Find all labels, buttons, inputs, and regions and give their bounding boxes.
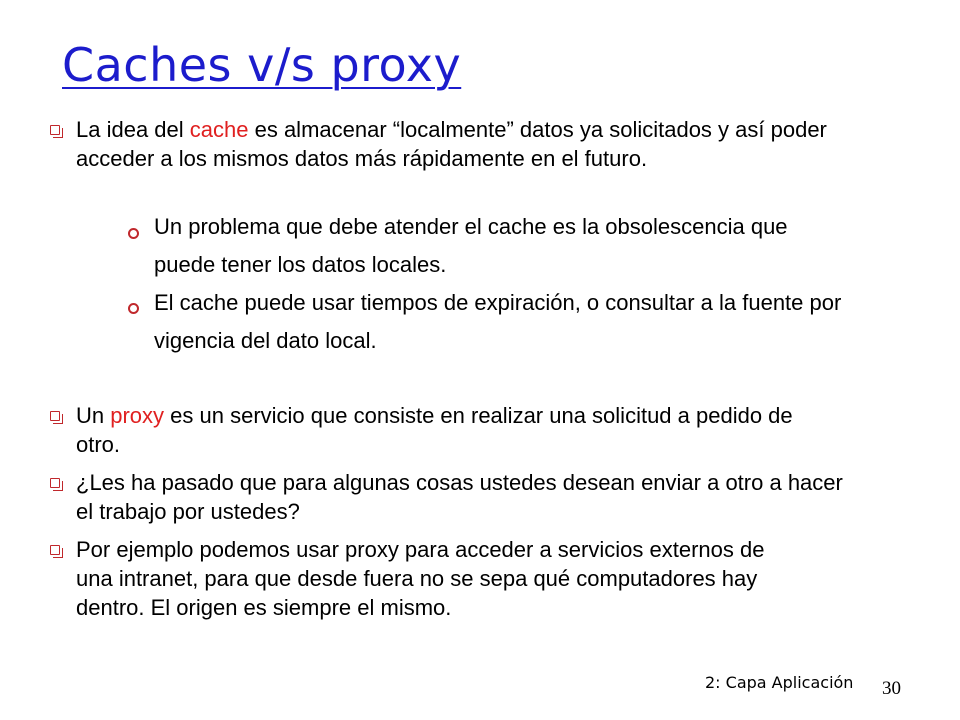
keyword-proxy: proxy [110, 403, 165, 428]
subbullet-obsolescencia: Un problema que debe atender el cache es la obsolescencia que puede tener los datos locales. [154, 214, 788, 277]
bullet-question: ¿Les ha pasado que para algunas cosas ustedes desean enviar a otro a hacer el trabajo por ustedes? [76, 470, 843, 524]
bullet-text: La idea del [76, 117, 190, 142]
subbullet-expiracion: El cache puede usar tiempos de expiración, o consultar a la fuente por vigencia del dato local. [154, 290, 842, 353]
circle-bullet-icon [128, 303, 139, 314]
keyword-cache: cache [189, 117, 249, 142]
bullet-cache [76, 115, 836, 173]
slide-title: Caches v/s proxy [62, 38, 462, 92]
bullet-text: Un [76, 403, 111, 428]
square-bullet-icon [50, 478, 60, 488]
bullet-proxy [76, 401, 836, 459]
square-bullet-icon [50, 411, 60, 421]
footer-chapter: 2: Capa Aplicación [705, 673, 854, 692]
bullet-example: Por ejemplo podemos usar proxy para acceder a servicios externos de una intranet, para que desde fuera no se sepa qué computadores hay dentro. El origen es siempre el mismo. [76, 537, 765, 620]
circle-bullet-icon [128, 228, 139, 239]
page-number: 30 [882, 678, 901, 699]
square-bullet-icon [50, 545, 60, 555]
square-bullet-icon [50, 125, 60, 135]
bullet-text: es almacenar “localmente” datos ya solicitados y así poder acceder a los mismos datos más rápidamente en el futuro. [76, 117, 827, 171]
bullet-text: es un servicio que consiste en realizar una solicitud a pedido de otro. [76, 403, 793, 457]
